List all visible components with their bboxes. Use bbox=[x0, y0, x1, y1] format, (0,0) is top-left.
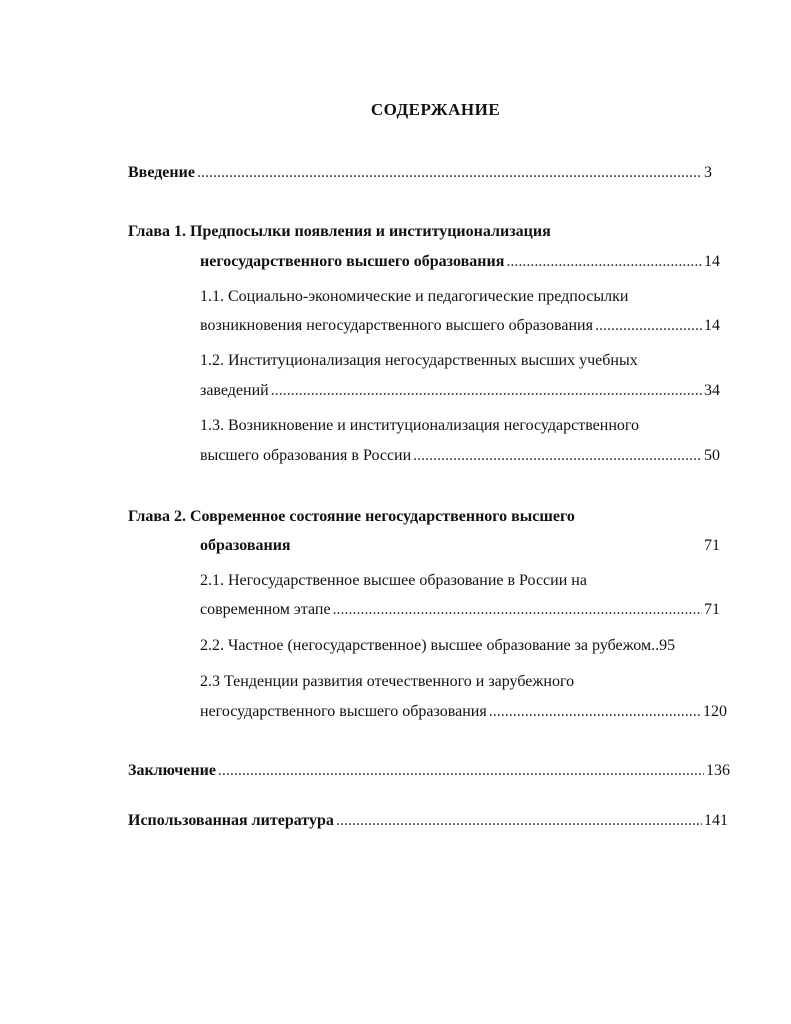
leader-dots bbox=[506, 252, 702, 272]
section-1-3-page: 50 bbox=[704, 447, 720, 464]
chapter2-prefix: Глава 2. bbox=[128, 508, 186, 525]
toc-chapter1-line2 bbox=[200, 252, 720, 272]
toc-literature-page: 141 bbox=[704, 812, 728, 829]
toc-section-1-1-line1: 1.1. Социально-экономические и педагогические предпосылки bbox=[200, 288, 629, 305]
toc-section-1-2-line1: 1.2. Институционализация негосударственных высших учебных bbox=[200, 352, 638, 369]
toc-intro-label: Введение bbox=[128, 164, 195, 181]
toc-entry-conclusion bbox=[128, 761, 730, 781]
toc-section-1-2-line2 bbox=[200, 381, 720, 401]
toc-chapter2-line2 bbox=[200, 536, 720, 556]
chapter2-page: 71 bbox=[704, 537, 720, 554]
leader-dots bbox=[595, 316, 702, 336]
leader-dots bbox=[197, 163, 702, 183]
chapter1-prefix: Глава 1. bbox=[128, 223, 186, 240]
section-1-1-page: 14 bbox=[704, 317, 720, 334]
chapter2-title-line1: Современное состояние негосударственного высшего bbox=[190, 508, 575, 525]
section-1-1-title-line2: возникновения негосударственного высшего образования bbox=[200, 317, 593, 334]
chapter1-page: 14 bbox=[704, 253, 720, 270]
toc-section-2-2: 2.2. Частное (негосударственное) высшее образование за рубежом..95 bbox=[200, 637, 676, 654]
section-1-3-title-line2: высшего образования в России bbox=[200, 447, 412, 464]
toc-conclusion-page: 136 bbox=[706, 762, 730, 779]
page-title: СОДЕРЖАНИЕ bbox=[370, 100, 501, 119]
toc-section-2-3-line1: 2.3 Тенденции развития отечественного и зарубежного bbox=[200, 673, 575, 690]
toc-intro-page: 3 bbox=[704, 164, 712, 181]
toc-entry-literature bbox=[128, 811, 728, 831]
chapter2-title-line2: образования bbox=[200, 537, 291, 554]
toc-section-2-1-line1: 2.1. Негосударственное высшее образование в России на bbox=[200, 572, 587, 589]
section-2-3-title-line2: негосударственного высшего образования bbox=[200, 703, 487, 720]
toc-chapter2-line1 bbox=[128, 507, 575, 527]
leader-dots bbox=[333, 600, 702, 620]
leader-dots bbox=[413, 446, 702, 466]
section-1-2-page: 34 bbox=[704, 382, 720, 399]
toc-section-1-1-line2 bbox=[200, 316, 720, 336]
toc-literature-label: Использованная литература bbox=[128, 812, 334, 829]
section-1-2-title-line2: заведений bbox=[200, 382, 269, 399]
toc-section-1-3-line1: 1.3. Возникновение и институционализация негосударственного bbox=[200, 417, 640, 434]
toc-section-2-1-line2 bbox=[200, 600, 720, 620]
leader-dots bbox=[489, 702, 701, 722]
toc-section-2-3-line2 bbox=[200, 702, 727, 722]
leader-dots bbox=[271, 381, 702, 401]
chapter1-title-line2: негосударственного высшего образования bbox=[200, 253, 505, 270]
toc-entry-intro bbox=[128, 163, 712, 183]
section-2-1-page: 71 bbox=[704, 601, 720, 618]
leader-dots bbox=[218, 761, 704, 781]
section-2-3-page: 120 bbox=[703, 703, 727, 720]
leader-dots bbox=[336, 811, 702, 831]
section-2-1-title-line2: современном этапе bbox=[200, 601, 331, 618]
toc-conclusion-label: Заключение bbox=[128, 762, 216, 779]
chapter1-title-line1: Предпосылки появления и институционализация bbox=[190, 223, 551, 240]
toc-section-1-3-line2 bbox=[200, 446, 720, 466]
toc-chapter1-line1 bbox=[128, 222, 551, 242]
